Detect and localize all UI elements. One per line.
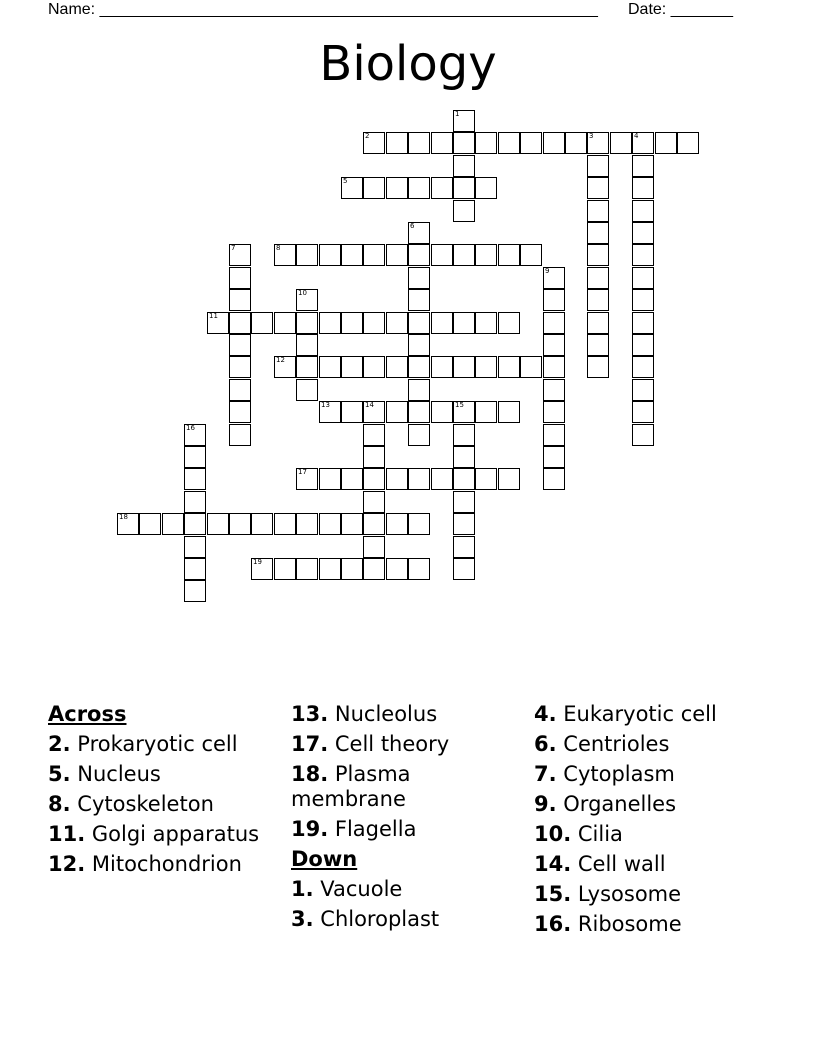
grid-cell[interactable]: [453, 536, 475, 558]
grid-cell[interactable]: [319, 401, 341, 423]
grid-cell[interactable]: [453, 312, 475, 334]
grid-cell[interactable]: [498, 244, 520, 266]
grid-cell[interactable]: [319, 513, 341, 535]
grid-cell[interactable]: [431, 468, 453, 490]
grid-cell[interactable]: [475, 244, 497, 266]
grid-cell[interactable]: [319, 558, 341, 580]
grid-cell[interactable]: [184, 580, 206, 602]
clue-number: 1: [455, 110, 460, 118]
grid-cell[interactable]: [274, 356, 296, 378]
grid-cell[interactable]: [207, 513, 229, 535]
grid-cell[interactable]: [274, 312, 296, 334]
grid-cell[interactable]: [543, 401, 565, 423]
grid-cell[interactable]: [431, 177, 453, 199]
grid-cell[interactable]: [453, 356, 475, 378]
grid-cell[interactable]: [341, 401, 363, 423]
grid-cell[interactable]: [117, 513, 139, 535]
grid-cell[interactable]: [408, 401, 430, 423]
grid-cell[interactable]: [184, 468, 206, 490]
grid-cell[interactable]: [632, 244, 654, 266]
grid-cell[interactable]: [408, 468, 430, 490]
grid-cell[interactable]: [632, 312, 654, 334]
grid-cell[interactable]: [363, 177, 385, 199]
grid-cell[interactable]: [543, 334, 565, 356]
grid-cell[interactable]: [363, 356, 385, 378]
grid-cell[interactable]: [386, 558, 408, 580]
grid-cell[interactable]: [543, 312, 565, 334]
grid-cell[interactable]: [386, 468, 408, 490]
clue-column-2: [291, 702, 527, 932]
clue-down-10: 10. Cilia: [534, 822, 623, 846]
grid-cell[interactable]: [475, 401, 497, 423]
grid-cell[interactable]: [408, 222, 430, 244]
clue-number: 14: [365, 401, 374, 409]
clue-across-18: 18. Plasma membrane: [291, 762, 411, 811]
grid-cell[interactable]: [207, 312, 229, 334]
down-heading: Down: [291, 847, 358, 871]
grid-cell[interactable]: [296, 468, 318, 490]
grid-cell[interactable]: [363, 513, 385, 535]
grid-cell[interactable]: [386, 513, 408, 535]
grid-cell[interactable]: [184, 558, 206, 580]
clue-number: 18: [119, 513, 128, 521]
date-field-label: Date: _______: [628, 1, 733, 18]
grid-cell[interactable]: [386, 244, 408, 266]
grid-cell[interactable]: [453, 200, 475, 222]
puzzle-title: Biology: [319, 36, 497, 92]
grid-cell[interactable]: [363, 312, 385, 334]
grid-cell[interactable]: [475, 132, 497, 154]
grid-cell[interactable]: [453, 491, 475, 513]
grid-cell[interactable]: [632, 132, 654, 154]
grid-cell[interactable]: [296, 513, 318, 535]
clue-number: 9: [545, 267, 550, 275]
grid-cell[interactable]: [408, 356, 430, 378]
grid-cell[interactable]: [408, 267, 430, 289]
clue-number: 12: [276, 356, 285, 364]
grid-cell[interactable]: [543, 379, 565, 401]
grid-cell[interactable]: [431, 244, 453, 266]
grid-cell[interactable]: [251, 558, 273, 580]
grid-cell[interactable]: [229, 356, 251, 378]
grid-cell[interactable]: [498, 401, 520, 423]
grid-cell[interactable]: [363, 558, 385, 580]
grid-cell[interactable]: [184, 424, 206, 446]
grid-cell[interactable]: [184, 536, 206, 558]
grid-cell[interactable]: [475, 468, 497, 490]
grid-cell[interactable]: [363, 132, 385, 154]
grid-cell[interactable]: [184, 513, 206, 535]
clue-number: 2: [365, 132, 370, 140]
grid-cell[interactable]: [408, 379, 430, 401]
grid-cell[interactable]: [274, 513, 296, 535]
clue-across-11: 11. Golgi apparatus: [48, 822, 260, 846]
clue-number: 15: [455, 401, 464, 409]
grid-cell[interactable]: [319, 312, 341, 334]
grid-cell[interactable]: [296, 356, 318, 378]
clue-number: 17: [298, 468, 307, 476]
grid-cell[interactable]: [587, 356, 609, 378]
clue-number: 11: [209, 312, 218, 320]
grid-cell[interactable]: [296, 312, 318, 334]
across-heading: Across: [48, 702, 127, 726]
grid-cell[interactable]: [431, 356, 453, 378]
grid-cell[interactable]: [587, 289, 609, 311]
grid-cell[interactable]: [453, 155, 475, 177]
grid-cell[interactable]: [341, 244, 363, 266]
grid-cell[interactable]: [386, 177, 408, 199]
clue-number: 4: [634, 132, 639, 140]
grid-cell[interactable]: [408, 424, 430, 446]
grid-cell[interactable]: [475, 312, 497, 334]
grid-cell[interactable]: [274, 558, 296, 580]
clue-across-8: 8. Cytoskeleton: [48, 792, 214, 816]
grid-cell[interactable]: [229, 379, 251, 401]
grid-cell[interactable]: [341, 558, 363, 580]
grid-cell[interactable]: [453, 244, 475, 266]
grid-cell[interactable]: [520, 244, 542, 266]
grid-cell[interactable]: [632, 222, 654, 244]
clue-number: 7: [231, 244, 236, 252]
clue-down-15: 15. Lysosome: [534, 882, 682, 906]
grid-cell[interactable]: [453, 401, 475, 423]
grid-cell[interactable]: [543, 424, 565, 446]
grid-cell[interactable]: [543, 132, 565, 154]
grid-cell[interactable]: [453, 110, 475, 132]
clue-across-13: 13. Nucleolus: [291, 702, 438, 726]
grid-cell[interactable]: [386, 401, 408, 423]
grid-cell[interactable]: [565, 132, 587, 154]
clue-down-6: 6. Centrioles: [534, 732, 670, 756]
grid-cell[interactable]: [453, 558, 475, 580]
grid-cell[interactable]: [587, 267, 609, 289]
grid-cell[interactable]: [475, 356, 497, 378]
grid-cell[interactable]: [632, 334, 654, 356]
grid-cell[interactable]: [453, 446, 475, 468]
grid-cell[interactable]: [162, 513, 184, 535]
grid-cell[interactable]: [363, 244, 385, 266]
grid-cell[interactable]: [229, 289, 251, 311]
grid-cell[interactable]: [632, 424, 654, 446]
grid-cell[interactable]: [543, 446, 565, 468]
clue-down-4: 4. Eukaryotic cell: [534, 702, 717, 726]
grid-cell[interactable]: [319, 468, 341, 490]
clue-across-5: 5. Nucleus: [48, 762, 161, 786]
grid-cell[interactable]: [229, 334, 251, 356]
clue-number: 16: [186, 424, 195, 432]
clue-down-14: 14. Cell wall: [534, 852, 666, 876]
grid-cell[interactable]: [498, 468, 520, 490]
grid-cell[interactable]: [274, 244, 296, 266]
grid-cell[interactable]: [408, 558, 430, 580]
grid-cell[interactable]: [184, 446, 206, 468]
grid-cell[interactable]: [363, 468, 385, 490]
grid-cell[interactable]: [498, 356, 520, 378]
grid-cell[interactable]: [543, 267, 565, 289]
clue-down-9: 9. Organelles: [534, 792, 677, 816]
grid-cell[interactable]: [543, 468, 565, 490]
grid-cell[interactable]: [587, 200, 609, 222]
grid-cell[interactable]: [363, 491, 385, 513]
grid-cell[interactable]: [296, 379, 318, 401]
grid-cell[interactable]: [319, 244, 341, 266]
grid-cell[interactable]: [408, 177, 430, 199]
grid-cell[interactable]: [498, 132, 520, 154]
grid-cell[interactable]: [587, 334, 609, 356]
grid-cell[interactable]: [341, 312, 363, 334]
clue-down-16: 16. Ribosome: [534, 912, 682, 936]
grid-cell[interactable]: [632, 289, 654, 311]
grid-cell[interactable]: [453, 513, 475, 535]
grid-cell[interactable]: [229, 312, 251, 334]
grid-cell[interactable]: [229, 401, 251, 423]
grid-cell[interactable]: [408, 513, 430, 535]
grid-cell[interactable]: [610, 132, 632, 154]
grid-cell[interactable]: [520, 356, 542, 378]
clue-number: 10: [298, 289, 307, 297]
clue-number: 19: [253, 558, 262, 566]
clue-column-3: [534, 702, 794, 937]
clue-number: 8: [276, 244, 281, 252]
grid-cell[interactable]: [319, 356, 341, 378]
grid-cell[interactable]: [632, 155, 654, 177]
grid-cell[interactable]: [587, 155, 609, 177]
clue-down-3: 3. Chloroplast: [291, 907, 440, 931]
clue-across-2: 2. Prokaryotic cell: [48, 732, 238, 756]
grid-cell[interactable]: [341, 177, 363, 199]
grid-cell[interactable]: [520, 132, 542, 154]
grid-cell[interactable]: [655, 132, 677, 154]
grid-cell[interactable]: [408, 312, 430, 334]
grid-cell[interactable]: [408, 132, 430, 154]
grid-cell[interactable]: [363, 401, 385, 423]
grid-cell[interactable]: [408, 244, 430, 266]
grid-cell[interactable]: [229, 424, 251, 446]
clue-down-1: 1. Vacuole: [291, 877, 403, 901]
grid-cell[interactable]: [341, 513, 363, 535]
grid-cell[interactable]: [632, 267, 654, 289]
grid-cell[interactable]: [587, 244, 609, 266]
grid-cell[interactable]: [453, 424, 475, 446]
grid-cell[interactable]: [386, 312, 408, 334]
grid-cell[interactable]: [386, 356, 408, 378]
grid-cell[interactable]: [139, 513, 161, 535]
grid-cell[interactable]: [296, 334, 318, 356]
grid-cell[interactable]: [453, 132, 475, 154]
grid-cell[interactable]: [431, 401, 453, 423]
grid-cell[interactable]: [677, 132, 699, 154]
grid-cell[interactable]: [251, 312, 273, 334]
grid-cell[interactable]: [543, 356, 565, 378]
grid-cell[interactable]: [632, 356, 654, 378]
grid-cell[interactable]: [453, 177, 475, 199]
grid-cell[interactable]: [386, 132, 408, 154]
grid-cell[interactable]: [587, 132, 609, 154]
grid-cell[interactable]: [296, 558, 318, 580]
clue-number: 3: [589, 132, 594, 140]
grid-cell[interactable]: [431, 312, 453, 334]
grid-cell[interactable]: [184, 491, 206, 513]
clue-down-7: 7. Cytoplasm: [534, 762, 675, 786]
grid-cell[interactable]: [632, 177, 654, 199]
grid-cell[interactable]: [229, 513, 251, 535]
grid-cell[interactable]: [587, 312, 609, 334]
grid-cell[interactable]: [363, 424, 385, 446]
grid-cell[interactable]: [453, 468, 475, 490]
clue-across-19: 19. Flagella: [291, 817, 417, 841]
grid-cell[interactable]: [475, 177, 497, 199]
grid-cell[interactable]: [543, 289, 565, 311]
clue-across-17: 17. Cell theory: [291, 732, 450, 756]
grid-cell[interactable]: [363, 536, 385, 558]
grid-cell[interactable]: [498, 312, 520, 334]
clue-across-12: 12. Mitochondrion: [48, 852, 242, 876]
clue-number: 6: [410, 222, 415, 230]
grid-cell[interactable]: [251, 513, 273, 535]
grid-cell[interactable]: [296, 289, 318, 311]
grid-cell[interactable]: [229, 244, 251, 266]
grid-cell[interactable]: [341, 468, 363, 490]
clue-column-1: [48, 702, 280, 877]
grid-cell[interactable]: [587, 177, 609, 199]
clue-number: 13: [321, 401, 330, 409]
grid-cell[interactable]: [363, 446, 385, 468]
grid-cell[interactable]: [632, 379, 654, 401]
grid-cell[interactable]: [408, 334, 430, 356]
clue-number: 5: [343, 177, 348, 185]
grid-cell[interactable]: [296, 244, 318, 266]
grid-cell[interactable]: [632, 200, 654, 222]
grid-cell[interactable]: [587, 222, 609, 244]
grid-cell[interactable]: [632, 401, 654, 423]
name-field-label: Name: ________________________________________________________: [48, 1, 598, 18]
grid-cell[interactable]: [431, 132, 453, 154]
grid-cell[interactable]: [408, 289, 430, 311]
grid-cell[interactable]: [229, 267, 251, 289]
grid-cell[interactable]: [341, 356, 363, 378]
